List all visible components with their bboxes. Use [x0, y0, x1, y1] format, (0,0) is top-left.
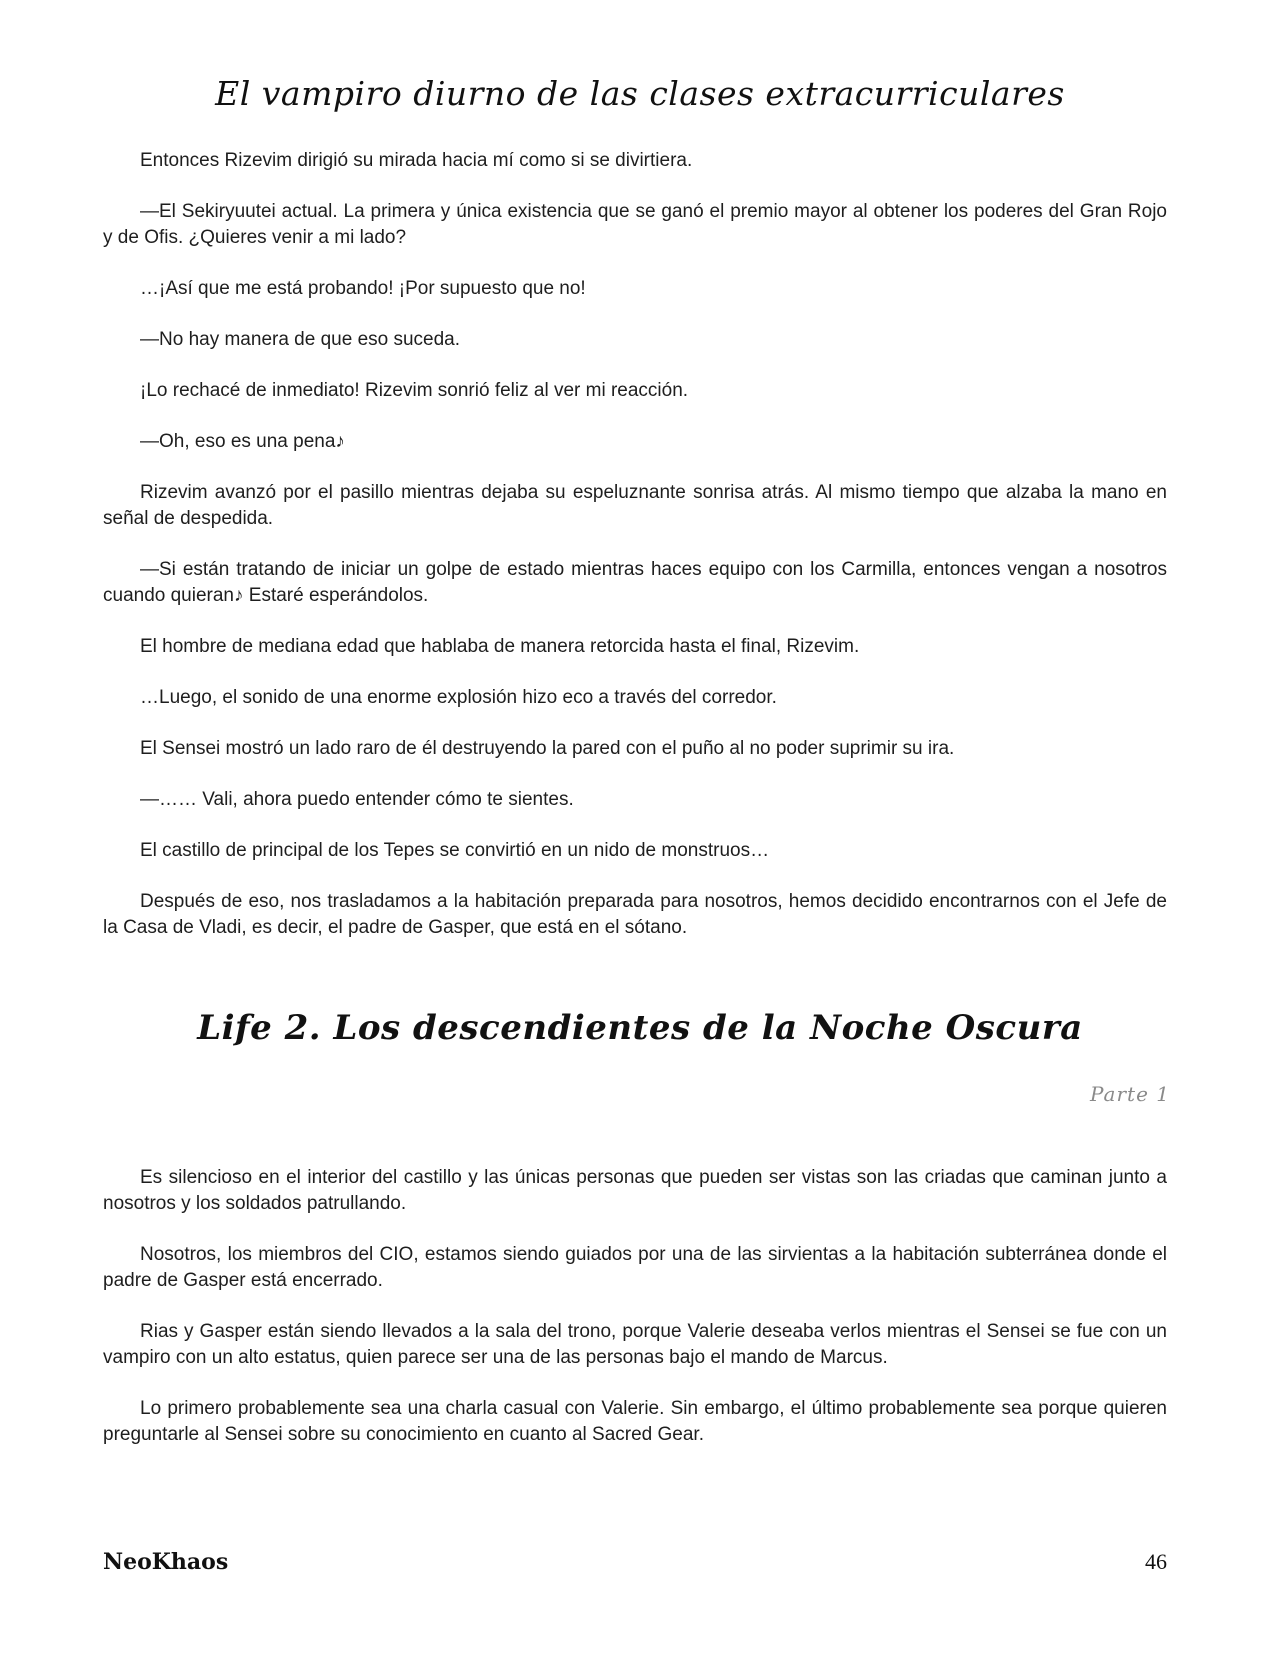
- chapter-title: Life 2. Los descendientes de la Noche Oscura: [197, 1008, 1083, 1048]
- paragraph: El hombre de mediana edad que hablaba de manera retorcida hasta el final, Rizevim.: [140, 636, 860, 657]
- paragraph: ¡Lo rechacé de inmediato! Rizevim sonrió feliz al ver mi reacción.: [140, 380, 689, 401]
- paragraph: —Si están tratando de iniciar un golpe de estado mientras haces equipo con los Carmilla, entonces vengan a nosotros cuando quieran♪ Estaré esperándolos.: [103, 559, 1167, 606]
- paragraph: Rizevim avanzó por el pasillo mientras dejaba su espeluznante sonrisa atrás. Al mismo tiempo que alzaba la mano en señal de despedida.: [103, 482, 1167, 529]
- section-2-body: [103, 1165, 1167, 1473]
- section-1-body: [103, 148, 1167, 966]
- paragraph: —…… Vali, ahora puedo entender cómo te sientes.: [140, 789, 574, 810]
- paragraph: …¡Así que me está probando! ¡Por supuesto que no!: [140, 278, 586, 299]
- running-header-title: El vampiro diurno de las clases extracurriculares: [215, 74, 1065, 113]
- paragraph: Entonces Rizevim dirigió su mirada hacia mí como si se divirtiera.: [140, 150, 693, 171]
- paragraph: …Luego, el sonido de una enorme explosión hizo eco a través del corredor.: [140, 687, 777, 708]
- paragraph: El Sensei mostró un lado raro de él destruyendo la pared con el puño al no poder suprimir su ira.: [140, 738, 955, 759]
- paragraph: —No hay manera de que eso suceda.: [140, 329, 461, 350]
- paragraph: —Oh, eso es una pena♪: [140, 431, 345, 452]
- paragraph: Es silencioso en el interior del castillo y las únicas personas que pueden ser vistas son las criadas que caminan junto a nosotros y los soldados patrullando.: [103, 1167, 1167, 1214]
- paragraph: —El Sekiryuutei actual. La primera y única existencia que se ganó el premio mayor al obtener los poderes del Gran Rojo y de Ofis. ¿Quieres venir a mi lado?: [103, 201, 1167, 248]
- paragraph: Después de eso, nos trasladamos a la habitación preparada para nosotros, hemos decidido encontrarnos con el Jefe de la Casa de Vladi, es decir, el padre de Gasper, que está en el sótano.: [103, 891, 1167, 938]
- part-label: Parte 1: [1090, 1082, 1170, 1106]
- paragraph: Lo primero probablemente sea una charla casual con Valerie. Sin embargo, el último probablemente sea porque quieren preguntarle al Sensei sobre su conocimiento en cuanto al Sacred Gear.: [103, 1398, 1167, 1445]
- paragraph: El castillo de principal de los Tepes se convirtió en un nido de monstruos…: [140, 840, 770, 861]
- paragraph: Nosotros, los miembros del CIO, estamos siendo guiados por una de las sirvientas a la habitación subterránea donde el padre de Gasper está encerrado.: [103, 1244, 1167, 1291]
- page-number: 46: [1145, 1549, 1167, 1574]
- footer-brand: NeoKhaos: [103, 1549, 229, 1575]
- paragraph: Rias y Gasper están siendo llevados a la sala del trono, porque Valerie deseaba verlos mientras el Sensei se fue con un vampiro con un alto estatus, quien parece ser una de las personas bajo el mando de Marcus.: [103, 1321, 1167, 1368]
